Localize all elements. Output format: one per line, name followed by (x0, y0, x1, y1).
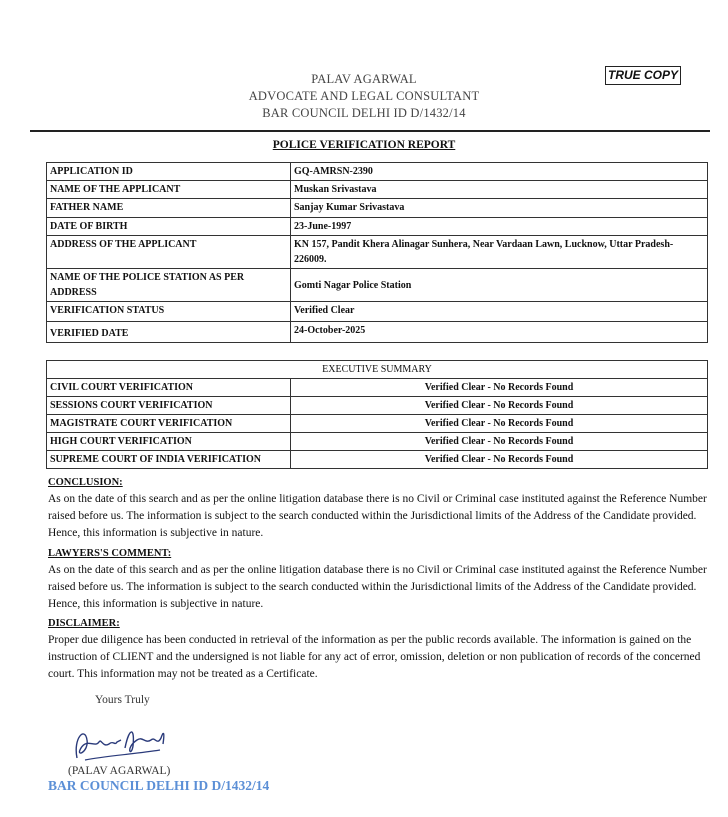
detail-row (47, 218, 708, 236)
signature (65, 718, 175, 768)
court-result: Verified Clear - No Records Found (291, 379, 708, 397)
advocate-role: ADVOCATE AND LEGAL CONSULTANT (248, 89, 480, 103)
detail-value: Muskan Srivastava (291, 181, 708, 199)
court-result: Verified Clear - No Records Found (291, 415, 708, 433)
detail-label: APPLICATION ID (47, 163, 291, 181)
detail-value: Verified Clear (291, 302, 708, 322)
comment-text: As on the date of this search and as per the online litigation database there is no Civil or Criminal case instituted against the Reference Number raised before us. The information is subject to the search conducted within the Jurisdictional limits of the Address of the Candidate provided. Hence, this information is subjective in nature. (48, 564, 707, 610)
summary-row (47, 397, 708, 415)
details-table (46, 162, 708, 343)
detail-value: Sanjay Kumar Srivastava (291, 199, 708, 218)
true-copy-stamp: TRUE COPY (605, 66, 681, 85)
court-result: Verified Clear - No Records Found (291, 451, 708, 469)
comment-section (48, 545, 708, 613)
detail-row (47, 269, 708, 302)
disclaimer-text: Proper due diligence has been conducted in retrieval of the information as per the public records available. The information is gained on the instruction of CLIENT and the undersigned is not liable for any act of error, omission, deletion or non publication of records of the concerned court. This information may not be treated as a Certificate. (48, 634, 701, 680)
detail-label: FATHER NAME (47, 199, 291, 218)
advocate-name: PALAV AGARWAL (311, 72, 417, 86)
detail-value: KN 157, Pandit Khera Alinagar Sunhera, Near Vardaan Lawn, Lucknow, Uttar Pradesh-226009. (291, 236, 708, 269)
detail-label: ADDRESS OF THE APPLICANT (47, 236, 291, 269)
summary-row (47, 379, 708, 397)
court-label: CIVIL COURT VERIFICATION (47, 379, 291, 397)
closing: Yours Truly (95, 694, 150, 706)
detail-row (47, 163, 708, 181)
report-title: POLICE VERIFICATION REPORT (272, 139, 456, 151)
court-label: SUPREME COURT OF INDIA VERIFICATION (47, 451, 291, 469)
conclusion-section (48, 474, 708, 542)
court-result: Verified Clear - No Records Found (291, 397, 708, 415)
detail-row (47, 236, 708, 269)
summary-row (47, 415, 708, 433)
detail-row (47, 322, 708, 343)
summary-heading: EXECUTIVE SUMMARY (47, 361, 708, 379)
summary-row (47, 433, 708, 451)
detail-row (47, 181, 708, 199)
court-label: MAGISTRATE COURT VERIFICATION (47, 415, 291, 433)
detail-value: Gomti Nagar Police Station (291, 269, 708, 302)
detail-value: GQ-AMRSN-2390 (291, 163, 708, 181)
detail-value: 23-June-1997 (291, 218, 708, 236)
detail-label: NAME OF THE APPLICANT (47, 181, 291, 199)
detail-value: 24-October-2025 (291, 322, 708, 343)
court-label: HIGH COURT VERIFICATION (47, 433, 291, 451)
comment-heading: LAWYERS'S COMMENT: (48, 548, 172, 559)
summary-row (47, 451, 708, 469)
detail-row (47, 199, 708, 218)
detail-label: VERIFIED DATE (47, 322, 291, 343)
conclusion-text: As on the date of this search and as per the online litigation database there is no Civil or Criminal case instituted against the Reference Number raised before us. The information is subject to the search conducted within the Jurisdictional limits of the Address of the Candidate provided. Hence, this information is subjective in nature. (48, 493, 707, 539)
conclusion-heading: CONCLUSION: (48, 477, 123, 488)
disclaimer-section (48, 615, 708, 683)
court-result: Verified Clear - No Records Found (291, 433, 708, 451)
signatory-bar-id: BAR COUNCIL DELHI ID D/1432/14 (48, 778, 270, 793)
bar-council-id: BAR COUNCIL DELHI ID D/1432/14 (262, 106, 466, 120)
signatory-name: (PALAV AGARWAL) (68, 765, 171, 777)
detail-label: NAME OF THE POLICE STATION AS PER ADDRESS (47, 269, 291, 302)
court-label: SESSIONS COURT VERIFICATION (47, 397, 291, 415)
header-divider (30, 130, 710, 132)
disclaimer-heading: DISCLAIMER: (48, 618, 120, 629)
detail-row (47, 302, 708, 322)
detail-label: DATE OF BIRTH (47, 218, 291, 236)
detail-label: VERIFICATION STATUS (47, 302, 291, 322)
executive-summary-table (46, 360, 708, 469)
